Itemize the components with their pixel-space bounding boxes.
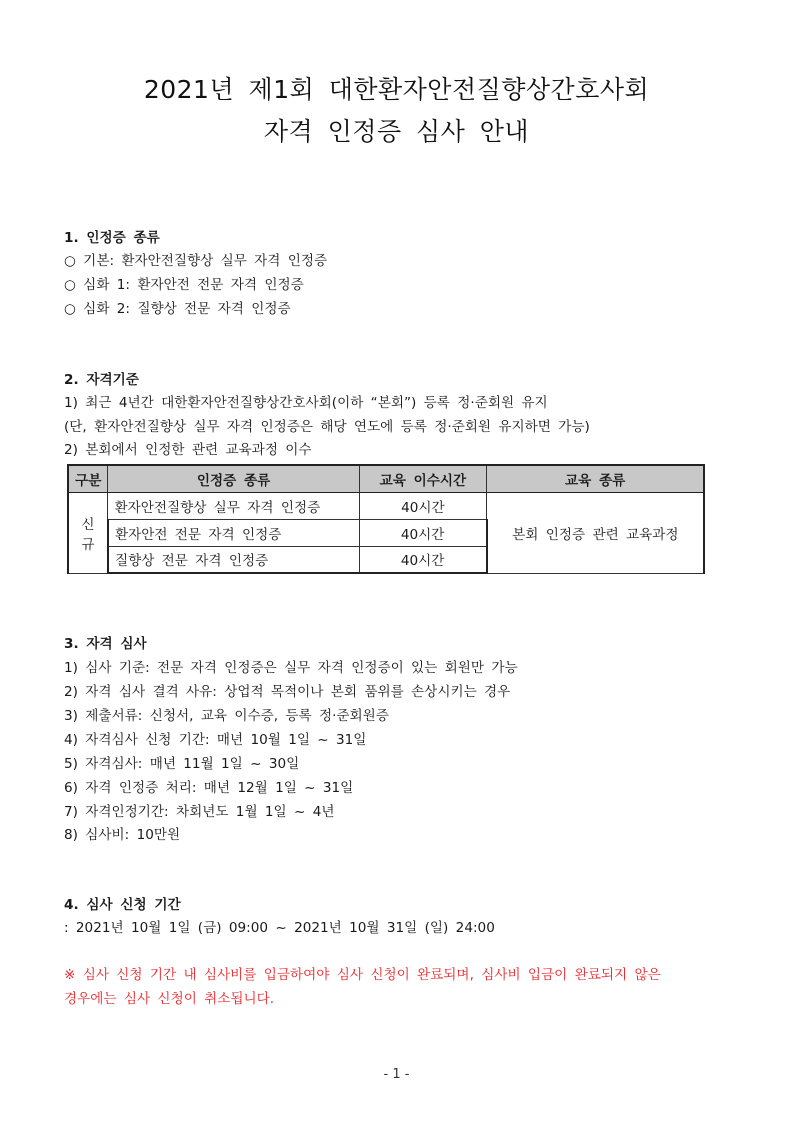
criteria-note: (단, 환자안전질향상 실무 자격 인정증은 해당 연도에 등록 정·준회원 유지하면 가능) [64, 419, 590, 435]
cert-type-item: ○ 심화 1: 환자안전 전문 자격 인정증 [64, 277, 304, 293]
criteria-item: 2) 본회에서 인정한 관련 교육과정 이수 [64, 442, 312, 458]
payment-notice-line-2: 경우에는 심사 신청이 취소됩니다. [64, 991, 275, 1007]
review-item: 3) 제출서류: 신청서, 교육 이수증, 등록 정·준회원증 [64, 708, 389, 724]
review-item: 6) 자격 인정증 처리: 매년 12월 1일 ~ 31일 [64, 780, 354, 796]
hours-cell: 40시간 [359, 492, 487, 519]
section-1-heading: 1. 인정증 종류 [64, 230, 160, 246]
table-header-row [68, 465, 704, 492]
table-row [68, 492, 704, 519]
hours-cell: 40시간 [359, 546, 487, 573]
header-hours: 교육 이수시간 [359, 465, 487, 492]
section-4-heading: 4. 심사 신청 기간 [64, 897, 181, 913]
header-cert-type: 인정증 종류 [108, 465, 359, 492]
review-item: 4) 자격심사 신청 기간: 매년 10월 1일 ~ 31일 [64, 732, 367, 748]
document-title-line-1: 2021년 제1회 대한환자안전질향상간호사회 [143, 75, 650, 104]
section-3-heading: 3. 자격 심사 [64, 636, 147, 652]
education-type-cell: 본회 인정증 관련 교육과정 [487, 492, 704, 573]
review-item: 2) 자격 심사 결격 사유: 상업적 목적이나 본회 품위를 손상시키는 경우 [64, 684, 511, 700]
review-item: 1) 심사 기준: 전문 자격 인정증은 실무 자격 인정증이 있는 회원만 가능 [64, 660, 518, 676]
review-item: 7) 자격인정기간: 차회년도 1월 1일 ~ 4년 [64, 804, 335, 820]
review-item: 5) 자격심사: 매년 11월 1일 ~ 30일 [64, 756, 300, 772]
hours-cell: 40시간 [359, 519, 487, 546]
cert-name-cell: 질향상 전문 자격 인정증 [108, 546, 359, 573]
header-category: 구분 [68, 465, 108, 492]
application-period: : 2021년 10월 1일 (금) 09:00 ~ 2021년 10월 31일 (일) 24:00 [64, 920, 495, 936]
payment-notice-line-1: ※ 심사 신청 기간 내 심사비를 입금하여야 심사 신청이 완료되며, 심사비 입금이 완료되지 않은 [64, 967, 661, 983]
cert-type-item: ○ 심화 2: 질향상 전문 자격 인정증 [64, 301, 291, 317]
header-education-type: 교육 종류 [487, 465, 704, 492]
cert-type-item: ○ 기본: 환자안전질향상 실무 자격 인정증 [64, 253, 328, 269]
certification-table [67, 464, 705, 574]
cert-name-cell: 환자안전 전문 자격 인정증 [108, 519, 359, 546]
section-2-heading: 2. 자격기준 [64, 372, 139, 388]
criteria-item: 1) 최근 4년간 대한환자안전질향상간호사회(이하 “본회”) 등록 정·준회원 유지 [64, 395, 548, 411]
cert-name-cell: 환자안전질향상 실무 자격 인정증 [108, 492, 359, 519]
review-item: 8) 심사비: 10만원 [64, 827, 181, 843]
page-number: - 1 - [383, 1067, 410, 1082]
group-label-cell: 신규 [68, 492, 108, 573]
document-title-line-2: 자격 인정증 심사 안내 [263, 117, 530, 146]
